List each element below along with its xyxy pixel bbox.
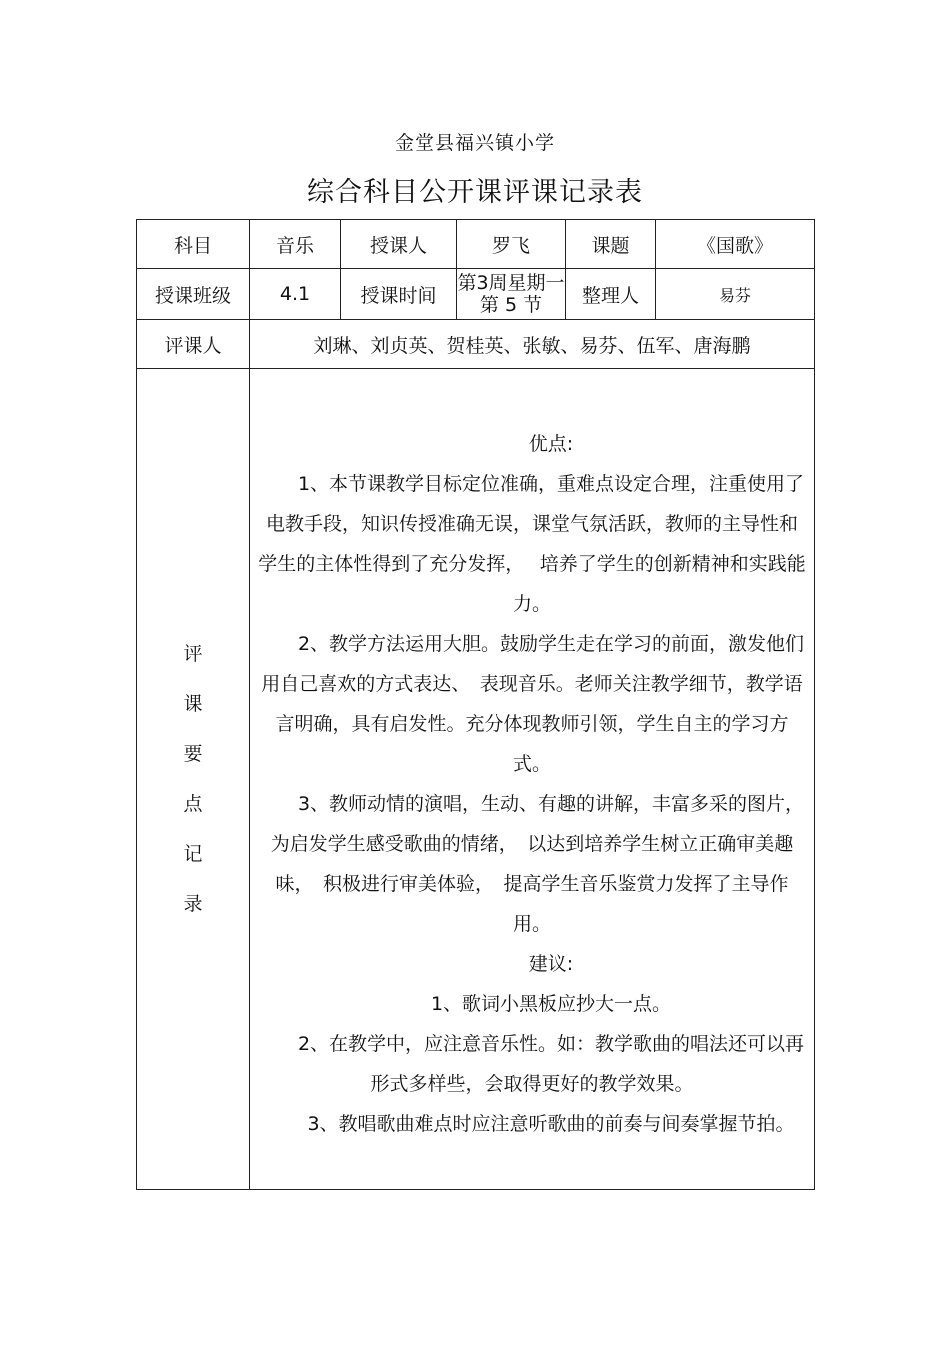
teacher-value: 罗飞 bbox=[457, 220, 566, 269]
topic-value: 《国歌》 bbox=[656, 220, 815, 269]
organizer-label: 整理人 bbox=[566, 269, 656, 320]
evaluation-record-table bbox=[136, 219, 815, 1190]
table-row bbox=[137, 320, 815, 369]
advantages-heading: 优点: bbox=[528, 433, 574, 455]
notes-label: 评课要点记录 bbox=[183, 643, 203, 915]
advantage-1: 1、本节课教学目标定位准确，重难点设定合理，注重使用了电教手段，知识传授准确无误，课堂气氛活跃，教师的主导性和学生的主体性得到了充分发挥， 培养了学生的创新精神和实践能力。 bbox=[258, 473, 806, 615]
suggestion-1: 1、歌词小黑板应抄大一点。 bbox=[430, 993, 672, 1015]
table-row bbox=[137, 369, 815, 1190]
time-value bbox=[457, 269, 566, 320]
table-row bbox=[137, 220, 815, 269]
advantage-3: 3、教师动情的演唱，生动、有趣的讲解，丰富多采的图片，为启发学生感受歌曲的情绪， 以达到培养学生树立正确审美趣味， 积极进行审美体验， 提高学生音乐鉴赏力发挥了主导作用。 bbox=[270, 793, 805, 935]
subject-label: 科目 bbox=[137, 220, 250, 269]
reviewers-label: 评课人 bbox=[137, 320, 250, 369]
suggestion-3: 3、教唱歌曲难点时应注意听歌曲的前奏与间奏掌握节拍。 bbox=[307, 1113, 795, 1135]
advantage-2: 2、教学方法运用大胆。鼓励学生走在学习的前面，激发他们用自己喜欢的方式表达、 表现音乐。老师关注教学细节，教学语言明确，具有启发性。充分体现教师引领，学生自主的学习方式。 bbox=[261, 633, 805, 775]
table-row bbox=[137, 269, 815, 320]
time-value-line2: 第 5 节 bbox=[479, 294, 543, 316]
time-label: 授课时间 bbox=[341, 269, 457, 320]
reviewers-value: 刘琳、刘贞英、贺桂英、张敏、易芬、伍军、唐海鹏 bbox=[250, 320, 815, 369]
suggestion-2: 2、在教学中，应注意音乐性。如：教学歌曲的唱法还可以再形式多样些，会取得更好的教学效果。 bbox=[297, 1033, 805, 1095]
notes-content bbox=[250, 369, 815, 1190]
notes-label-cell bbox=[137, 369, 250, 1190]
school-name: 金堂县福兴镇小学 bbox=[394, 132, 555, 154]
time-value-line1: 第3周星期一 bbox=[457, 272, 565, 294]
subject-value: 音乐 bbox=[250, 220, 341, 269]
teacher-label: 授课人 bbox=[341, 220, 457, 269]
organizer-value: 易芬 bbox=[656, 269, 815, 320]
suggestions-heading: 建议: bbox=[528, 953, 574, 975]
topic-label: 课题 bbox=[566, 220, 656, 269]
class-label: 授课班级 bbox=[137, 269, 250, 320]
form-title: 综合科目公开课评课记录表 bbox=[307, 177, 643, 208]
class-value: 4.1 bbox=[250, 269, 341, 320]
